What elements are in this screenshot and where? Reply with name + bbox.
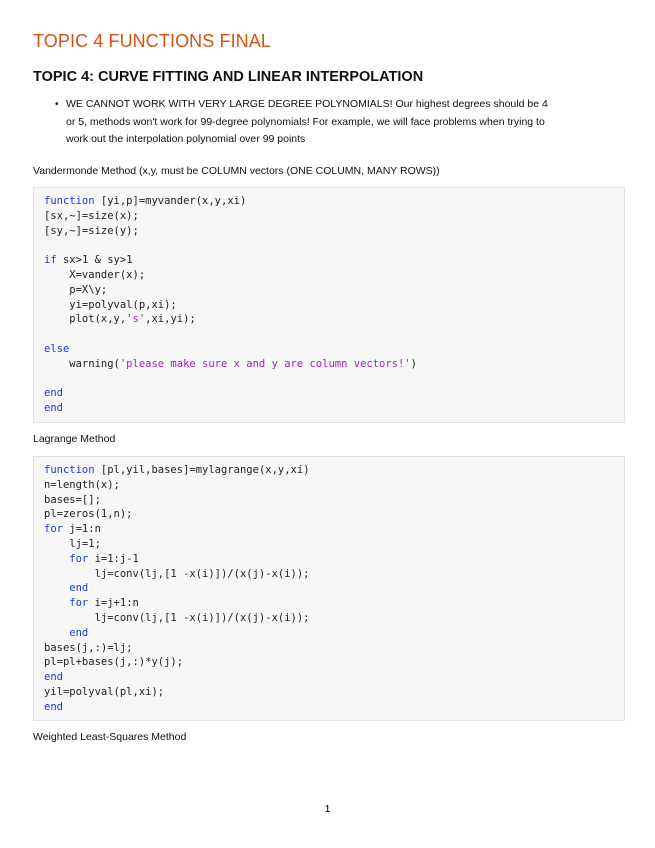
code-line: [sy,~]=size(y); bbox=[44, 224, 139, 237]
vandermonde-code-block bbox=[33, 187, 625, 423]
code-line: lj=1; bbox=[44, 537, 101, 550]
code-text: i=j+1:n bbox=[88, 597, 139, 610]
code-keyword: for bbox=[44, 523, 63, 536]
code-keyword: for bbox=[44, 552, 89, 565]
code-string: 'please make sure x and y are column vectors!' bbox=[119, 357, 411, 370]
code-keyword: end bbox=[44, 582, 89, 595]
code-line: bases(j,:)=lj; bbox=[44, 641, 133, 654]
code-line: lj=conv(lj,[1 -x(i)])/(x(j)-x(i)); bbox=[44, 611, 310, 624]
bullet-note bbox=[55, 96, 626, 149]
code-line: lj=conv(lj,[1 -x(i)])/(x(j)-x(i)); bbox=[44, 567, 310, 580]
bullet-line-1: WE CANNOT WORK WITH VERY LARGE DEGREE POLYNOMIALS! Our highest degrees should be 4 bbox=[66, 98, 548, 110]
code-keyword: function bbox=[44, 464, 95, 476]
vandermonde-code bbox=[34, 188, 624, 416]
code-text: ,xi,yi); bbox=[145, 313, 196, 326]
code-keyword: end bbox=[44, 626, 89, 639]
code-line: yi=polyval(p,xi); bbox=[44, 298, 177, 311]
code-text: [yi,p]=myvander(x,y,xi) bbox=[94, 195, 247, 207]
code-keyword: end bbox=[44, 700, 63, 713]
code-line: X=vander(x); bbox=[44, 268, 146, 281]
code-text: sx>1 & sy>1 bbox=[56, 254, 133, 267]
code-text: warning( bbox=[44, 357, 120, 370]
section-title: TOPIC 4: CURVE FITTING AND LINEAR INTERPOLATION bbox=[33, 69, 424, 85]
code-text: ) bbox=[410, 357, 417, 370]
code-text: plot(x,y, bbox=[44, 313, 127, 326]
code-keyword: for bbox=[44, 597, 89, 610]
vandermonde-caption: Vandermonde Method (x,y, must be COLUMN vectors (ONE COLUMN, MANY ROWS)) bbox=[33, 165, 440, 177]
bullet-line-3: work out the interpolation polynomial over 99 points bbox=[66, 133, 306, 145]
code-line: n=length(x); bbox=[44, 478, 120, 491]
weighted-caption: Weighted Least-Squares Method bbox=[33, 731, 187, 743]
page-number: 1 bbox=[324, 803, 331, 815]
code-line: bases=[]; bbox=[44, 493, 101, 506]
bullet-line-2: or 5, methods won't work for 99-degree polynomials! For example, we will face problems when trying to bbox=[66, 115, 545, 128]
code-line: pl=pl+bases(j,:)*y(j); bbox=[44, 656, 184, 669]
lagrange-caption: Lagrange Method bbox=[33, 433, 116, 445]
code-keyword: end bbox=[44, 402, 63, 415]
code-keyword: end bbox=[44, 671, 63, 684]
code-line: p=X\y; bbox=[44, 283, 108, 296]
code-line: [sx,~]=size(x); bbox=[44, 209, 139, 222]
code-keyword: else bbox=[44, 342, 70, 355]
code-string: 's' bbox=[126, 313, 146, 326]
code-keyword: if bbox=[44, 254, 57, 267]
lagrange-code bbox=[34, 457, 624, 715]
lagrange-code-block bbox=[33, 456, 625, 721]
code-keyword: end bbox=[44, 387, 63, 400]
page-title: TOPIC 4 FUNCTIONS FINAL bbox=[33, 31, 271, 51]
code-text: j=1:n bbox=[62, 523, 101, 536]
code-text: [pl,yil,bases]=mylagrange(x,y,xi) bbox=[94, 464, 310, 476]
code-keyword: function bbox=[44, 195, 95, 207]
code-line: yil=polyval(pl,xi); bbox=[44, 685, 165, 698]
code-text: i=1:j-1 bbox=[88, 552, 139, 565]
bullet-dot-icon: • bbox=[55, 99, 59, 110]
code-line: pl=zeros(1,n); bbox=[44, 508, 133, 521]
